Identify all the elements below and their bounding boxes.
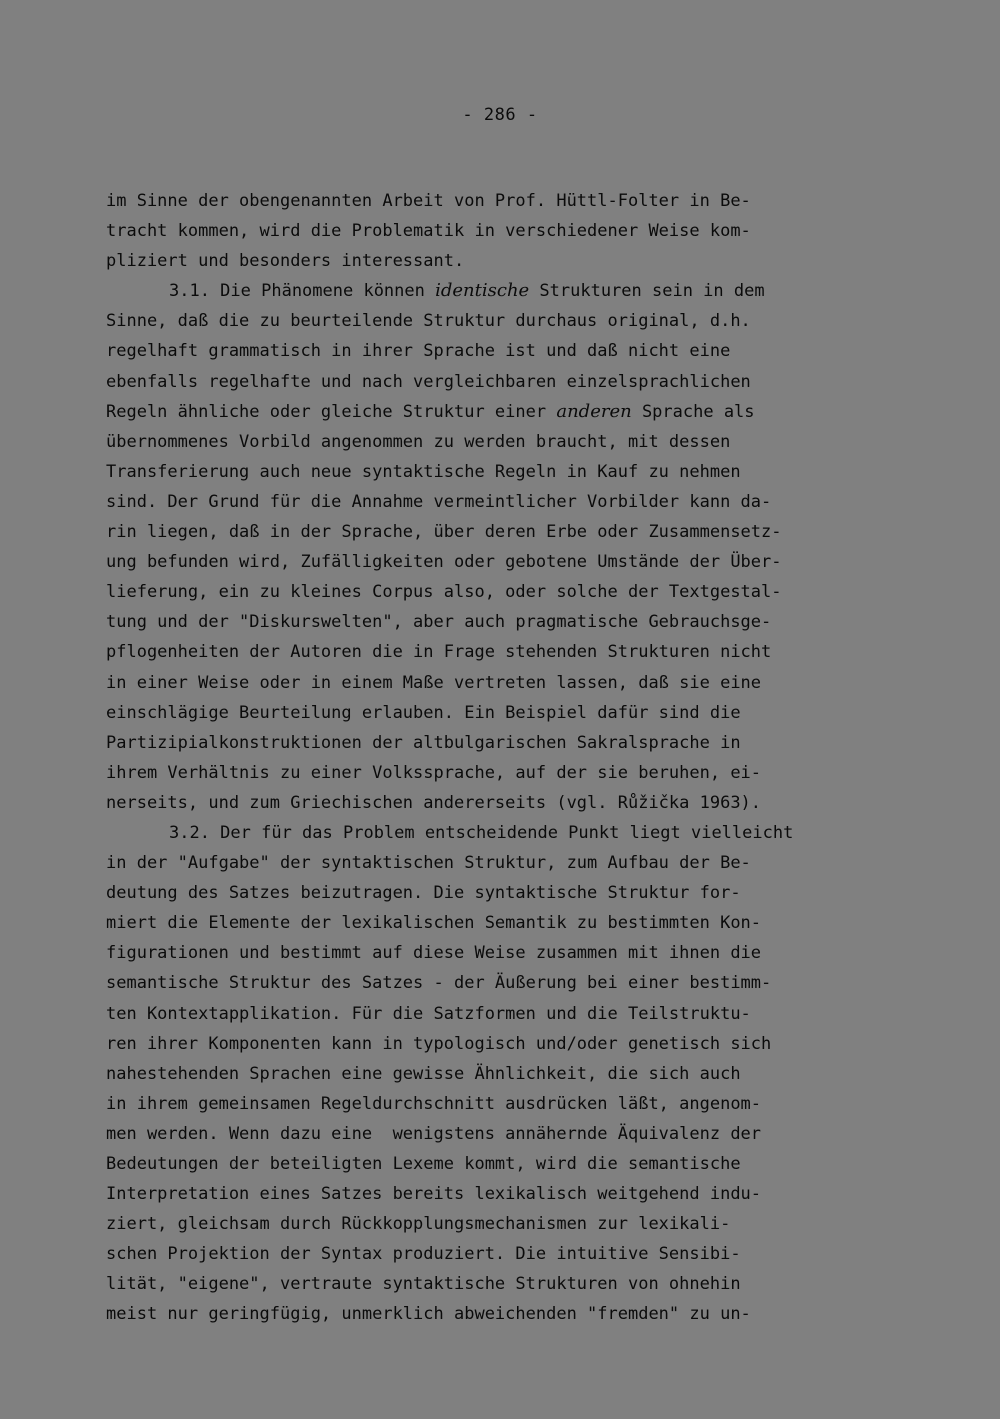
text-line [106, 336, 896, 366]
text-line [106, 427, 896, 457]
text-segment: rin liegen, daß in der Sprache, über deren Erbe oder Zusammensetz- [106, 522, 782, 543]
text-line [106, 246, 896, 276]
text-segment: einschlägige Beurteilung erlauben. Ein Beispiel dafür sind die [106, 702, 741, 723]
text-segment: ten Kontextapplikation. Für die Satzformen und die Teilstruktu- [106, 1003, 751, 1024]
text-segment: in der "Aufgabe" der syntaktischen Struktur, zum Aufbau der Be- [106, 853, 751, 874]
text-segment: Partizipialkonstruktionen der altbulgarischen Sakralsprache in [106, 732, 741, 753]
text-segment: im Sinne der obengenannten Arbeit von Prof. Hüttl-Folter in Be- [106, 191, 751, 211]
text-line [106, 1239, 896, 1269]
text-line [106, 908, 896, 938]
text-segment: Sinne, daß die zu beurteilende Struktur durchaus original, d.h. [106, 311, 751, 332]
text-line [106, 607, 896, 637]
text-segment: men werden. Wenn dazu eine wenigstens annähernde Äquivalenz der [106, 1123, 762, 1144]
text-segment: Strukturen sein in dem [529, 281, 765, 302]
text-line [106, 367, 896, 397]
text-line [106, 1269, 896, 1299]
text-segment: ziert, gleichsam durch Rückkopplungsmechanismen zur lexikali- [106, 1214, 731, 1235]
text-line [106, 1089, 896, 1119]
text-segment: ren ihrer Komponenten kann in typologisch und/oder genetisch sich [106, 1033, 772, 1054]
text-segment: pflogenheiten der Autoren die in Frage stehenden Strukturen nicht [106, 642, 772, 663]
text-line [106, 216, 896, 246]
text-line [106, 668, 896, 698]
text-segment: ung befunden wird, Zufälligkeiten oder gebotene Umstände der Über- [106, 552, 782, 573]
text-line [106, 186, 896, 216]
text-line [106, 547, 896, 577]
text-segment: ihrem Verhältnis zu einer Volkssprache, auf der sie beruhen, ei- [106, 762, 762, 783]
text-segment: Sprache als [631, 401, 755, 422]
emphasized-word: identische [435, 280, 530, 302]
text-segment: Bedeutungen der beteiligten Lexeme kommt, wird die semantische [106, 1154, 741, 1174]
text-segment: sind. Der Grund für die Annahme vermeintlicher Vorbilder kann da- [106, 491, 772, 512]
text-line [106, 487, 896, 517]
text-line [106, 1299, 896, 1329]
text-line [106, 728, 896, 758]
text-line [106, 457, 896, 487]
text-segment: in einer Weise oder in einem Maße vertreten lassen, daß sie eine [106, 672, 762, 693]
text-segment: tracht kommen, wird die Problematik in verschiedener Weise kom- [106, 221, 751, 242]
text-line [106, 818, 896, 848]
text-segment: tung und der "Diskurswelten", aber auch pragmatische Gebrauchsge- [106, 612, 772, 633]
text-line [106, 1149, 896, 1179]
text-line [106, 276, 896, 306]
text-segment: nahestehenden Sprachen eine gewisse Ähnlichkeit, die sich auch [106, 1063, 741, 1084]
text-segment: Interpretation eines Satzes bereits lexikalisch weitgehend indu- [106, 1184, 762, 1205]
text-segment: figurationen und bestimmt auf diese Weise zusammen mit ihnen die [106, 943, 762, 964]
text-line [106, 577, 896, 607]
text-segment: nerseits, und zum Griechischen andererseits (vgl. Růžička 1963). [106, 792, 762, 813]
text-segment: 3.1. Die Phänomene können [169, 281, 436, 302]
text-line [106, 1029, 896, 1059]
text-line [106, 968, 896, 998]
text-segment: regelhaft grammatisch in ihrer Sprache ist und daß nicht eine [106, 341, 731, 362]
text-segment: meist nur geringfügig, unmerklich abweichenden "fremden" zu un- [106, 1304, 751, 1325]
text-line [106, 1179, 896, 1209]
emphasized-word: anderen [556, 400, 632, 422]
text-segment: 3.2. Der für das Problem entscheidende Punkt liegt vielleicht [169, 822, 794, 843]
text-line [106, 758, 896, 788]
text-line [106, 999, 896, 1029]
text-segment: ebenfalls regelhafte und nach vergleichbaren einzelsprachlichen [106, 371, 751, 392]
text-line [106, 1119, 896, 1149]
text-line [106, 397, 896, 427]
text-segment: pliziert und besonders interessant. [106, 251, 465, 272]
text-line [106, 306, 896, 336]
page-number: - 286 - [462, 105, 538, 125]
text-segment: Transferierung auch neue syntaktische Regeln in Kauf zu nehmen [106, 461, 741, 482]
text-segment: Regeln ähnliche oder gleiche Struktur einer [106, 401, 557, 422]
text-segment: deutung des Satzes beizutragen. Die syntaktische Struktur for- [106, 883, 741, 904]
text-line [106, 1209, 896, 1239]
text-segment: semantische Struktur des Satzes - der Äußerung bei einer bestimm- [106, 973, 772, 994]
text-line [106, 788, 896, 818]
text-line [106, 938, 896, 968]
body-text [106, 186, 896, 1330]
text-segment: übernommenes Vorbild angenommen zu werden braucht, mit dessen [106, 431, 731, 452]
text-line [106, 637, 896, 667]
text-segment: lieferung, ein zu kleines Corpus also, oder solche der Textgestal- [106, 582, 782, 603]
text-line [106, 848, 896, 878]
text-line [106, 698, 896, 728]
text-segment: miert die Elemente der lexikalischen Semantik zu bestimmten Kon- [106, 913, 762, 934]
text-segment: in ihrem gemeinsamen Regeldurchschnitt ausdrücken läßt, angenom- [106, 1093, 762, 1114]
text-line [106, 878, 896, 908]
text-segment: lität, "eigene", vertraute syntaktische Strukturen von ohnehin [106, 1274, 741, 1295]
text-segment: schen Projektion der Syntax produziert. Die intuitive Sensibi- [106, 1244, 741, 1265]
text-line [106, 517, 896, 547]
text-line [106, 1059, 896, 1089]
